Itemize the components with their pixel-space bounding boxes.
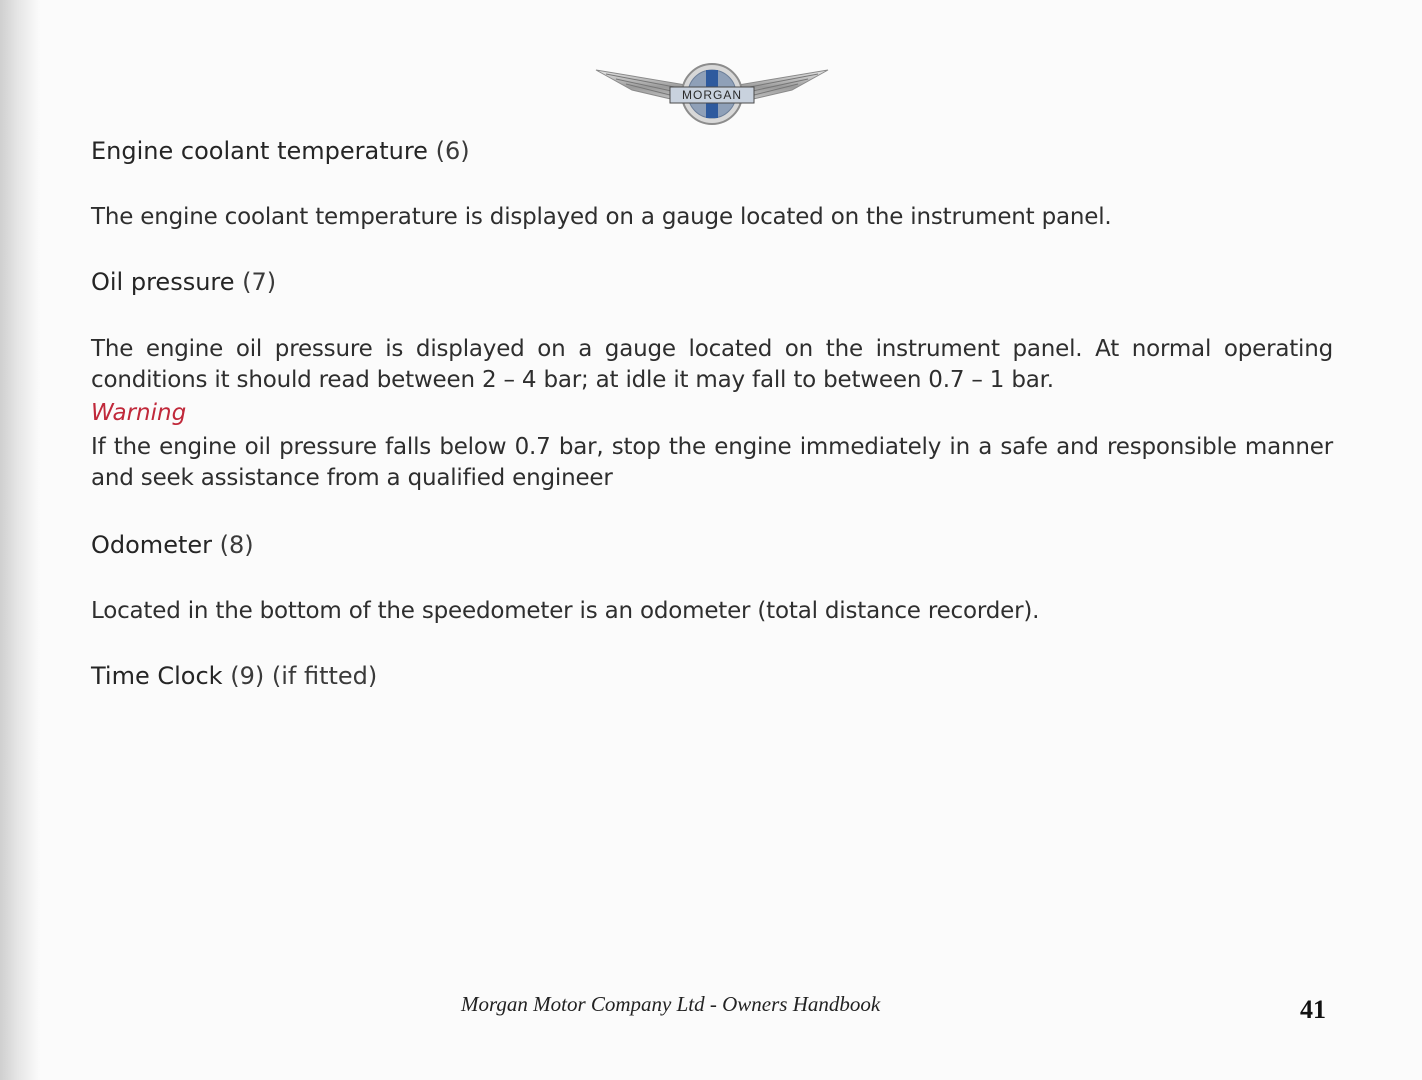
svg-text:MORGAN: MORGAN bbox=[682, 88, 742, 102]
clock-heading-text: Time Clock bbox=[91, 662, 223, 690]
page-number: 41 bbox=[1300, 995, 1326, 1024]
oil-heading bbox=[91, 267, 1333, 298]
morgan-wings-logo-icon bbox=[592, 60, 832, 130]
footer-title: Morgan Motor Company Ltd - Owners Handbook bbox=[461, 992, 881, 1016]
odometer-ref: (8) bbox=[219, 531, 254, 559]
clock-ref: (9) bbox=[230, 662, 265, 690]
coolant-ref: (6) bbox=[435, 137, 470, 165]
warning-text: If the engine oil pressure falls below 0.7 bar, stop the engine immediately in a safe and responsible manner and seek assistance from a qualified engineer bbox=[91, 434, 1333, 491]
clock-note: (if fitted) bbox=[271, 662, 378, 690]
coolant-heading-text: Engine coolant temperature bbox=[91, 137, 428, 165]
page-binding-shadow bbox=[0, 0, 40, 1080]
oil-heading-text: Oil pressure bbox=[91, 268, 235, 296]
coolant-description: The engine coolant temperature is displayed on a gauge located on the instrument panel. bbox=[91, 204, 1112, 230]
odometer-description: Located in the bottom of the speedometer is an odometer (total distance recorder). bbox=[91, 598, 1040, 624]
clock-heading bbox=[91, 661, 1333, 692]
oil-description: The engine oil pressure is displayed on a gauge located on the instrument panel. At normal operating conditions it should read between 2 – 4 bar; at idle it may fall to between 0.7 – 1 bar. bbox=[91, 336, 1333, 393]
oil-ref: (7) bbox=[242, 268, 277, 296]
odometer-heading-text: Odometer bbox=[91, 531, 212, 559]
odometer-heading bbox=[91, 530, 1333, 561]
warning-label: Warning bbox=[91, 400, 187, 426]
coolant-heading bbox=[91, 136, 1333, 167]
